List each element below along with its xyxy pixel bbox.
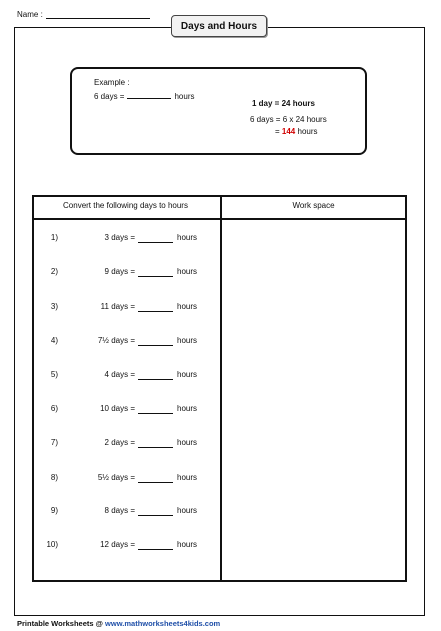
question-number: 2) — [50, 267, 58, 276]
example-result-unit: hours — [297, 127, 318, 136]
footer-text: Printable Worksheets @ — [17, 619, 106, 628]
answer-blank[interactable] — [138, 311, 173, 312]
question-number: 5) — [50, 370, 58, 379]
answer-blank[interactable] — [138, 413, 173, 414]
answer-blank[interactable] — [138, 345, 173, 346]
question-days: 5½ days = — [97, 473, 135, 482]
question-number: 1) — [50, 233, 58, 242]
example-question-unit: hours — [174, 92, 195, 101]
question-days: 9 days = — [104, 267, 135, 276]
question-days: 4 days = — [104, 370, 135, 379]
example-result — [275, 127, 318, 136]
question-unit: hours — [177, 233, 198, 242]
example-rule: 1 day = 24 hours — [252, 99, 315, 108]
question-unit: hours — [177, 404, 198, 413]
question-unit: hours — [177, 336, 198, 345]
question-item — [38, 267, 218, 279]
question-item — [38, 336, 218, 348]
example-question-prefix: 6 days = — [94, 92, 125, 101]
example-question — [94, 92, 194, 101]
answer-blank[interactable] — [138, 379, 173, 380]
question-item — [38, 233, 218, 245]
question-days: 10 days = — [100, 404, 135, 413]
header-rule — [34, 218, 405, 220]
question-days: 7½ days = — [97, 336, 135, 345]
example-label: Example : — [94, 78, 130, 87]
footer — [17, 619, 220, 628]
question-item — [38, 404, 218, 416]
question-days: 11 days = — [100, 302, 135, 311]
answer-blank[interactable] — [138, 447, 173, 448]
answer-blank[interactable] — [138, 515, 173, 516]
answer-blank[interactable] — [138, 242, 173, 243]
question-unit: hours — [177, 370, 198, 379]
question-number: 6) — [50, 404, 58, 413]
question-days: 2 days = — [104, 438, 135, 447]
footer-link[interactable]: www.mathworksheets4kids.com — [105, 619, 221, 628]
question-unit: hours — [177, 267, 198, 276]
question-days: 12 days = — [100, 540, 135, 549]
question-table — [32, 195, 407, 582]
question-number: 9) — [50, 506, 58, 515]
name-field[interactable] — [46, 18, 150, 19]
workspace-column-header: Work space — [292, 201, 335, 210]
question-number: 7) — [50, 438, 58, 447]
question-item — [38, 473, 218, 485]
worksheet-title: Days and Hours — [171, 15, 267, 37]
question-item — [38, 370, 218, 382]
questions-column-header: Convert the following days to hours — [63, 201, 188, 210]
question-item — [38, 506, 218, 518]
name-label: Name : — [17, 10, 43, 19]
example-answer-blank — [127, 98, 171, 99]
question-days: 8 days = — [104, 506, 135, 515]
example-result-prefix: = — [275, 127, 280, 136]
question-unit: hours — [177, 438, 198, 447]
question-item — [38, 302, 218, 314]
question-number: 4) — [50, 336, 58, 345]
question-number: 8) — [50, 473, 58, 482]
question-unit: hours — [177, 506, 198, 515]
question-unit: hours — [177, 473, 198, 482]
question-number: 3) — [50, 302, 58, 311]
question-days: 3 days = — [104, 233, 135, 242]
question-item — [38, 540, 218, 552]
column-divider — [220, 197, 222, 580]
question-number: 10) — [46, 540, 58, 549]
example-result-value: 144 — [281, 127, 296, 136]
example-calculation: 6 days = 6 x 24 hours — [250, 115, 327, 124]
answer-blank[interactable] — [138, 482, 173, 483]
answer-blank[interactable] — [138, 549, 173, 550]
answer-blank[interactable] — [138, 276, 173, 277]
question-unit: hours — [177, 302, 198, 311]
question-item — [38, 438, 218, 450]
question-unit: hours — [177, 540, 198, 549]
